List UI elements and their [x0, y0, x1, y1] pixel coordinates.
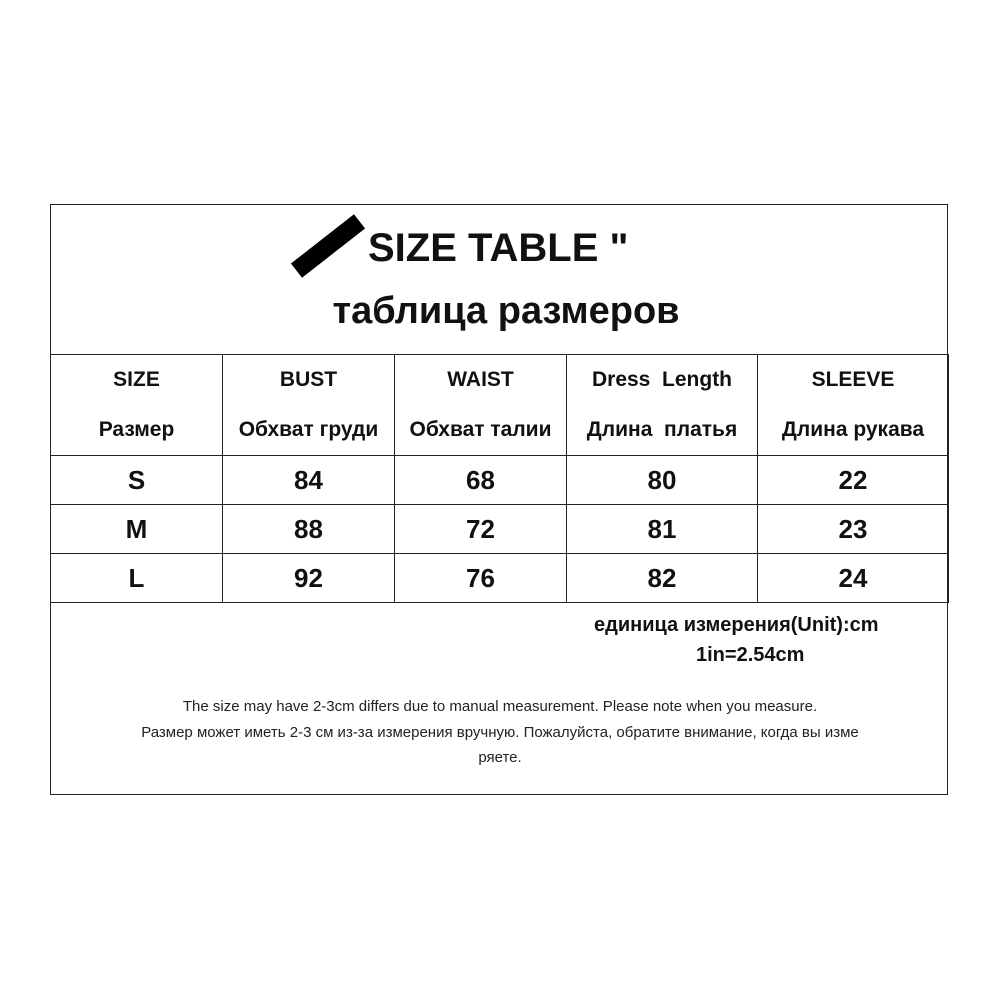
cell-size: S — [51, 456, 223, 505]
header-bust — [223, 355, 395, 456]
cell-sleeve: 24 — [758, 554, 949, 603]
cell-dress-length: 80 — [567, 456, 758, 505]
cell-waist: 68 — [395, 456, 567, 505]
header-bust-en: BUST — [279, 368, 338, 391]
header-bust-ru: Обхват груди — [238, 418, 379, 441]
cell-waist: 76 — [395, 554, 567, 603]
header-size-en: SIZE — [113, 368, 160, 391]
header-waist-en: WAIST — [447, 368, 514, 391]
cell-dress-length: 82 — [567, 554, 758, 603]
title-english: SIZE TABLE " — [368, 226, 629, 270]
header-size-ru: Размер — [98, 418, 175, 441]
table-row — [51, 505, 949, 554]
table-row — [51, 554, 949, 603]
cell-dress-length: 81 — [567, 505, 758, 554]
header-dress-length-en: Dress Length — [591, 368, 733, 391]
cell-waist: 72 — [395, 505, 567, 554]
header-sleeve — [758, 355, 949, 456]
title-russian: таблица размеров — [332, 290, 680, 332]
cell-bust: 88 — [223, 505, 395, 554]
note-english: The size may have 2-3cm differs due to manual measurement. Please note when you measure. — [182, 698, 818, 715]
cell-sleeve: 22 — [758, 456, 949, 505]
header-waist-ru: Обхват талии — [409, 418, 552, 441]
cell-bust: 84 — [223, 456, 395, 505]
note-russian: Размер может иметь 2-3 см из-за измерения вручную. Пожалуйста, обратите внимание, когда вы изме — [141, 724, 859, 741]
unit-label: единица измерения(Unit):cm — [594, 614, 879, 636]
header-size — [51, 355, 223, 456]
header-dress-length-ru: Длина платья — [586, 418, 738, 441]
cell-size: M — [51, 505, 223, 554]
cell-size: L — [51, 554, 223, 603]
header-waist — [395, 355, 567, 456]
cell-sleeve: 23 — [758, 505, 949, 554]
table-header-row — [51, 355, 949, 456]
header-sleeve-en: SLEEVE — [811, 368, 895, 391]
size-table — [50, 354, 949, 603]
table-row — [51, 456, 949, 505]
inch-conversion-label: 1in=2.54cm — [696, 644, 805, 666]
header-sleeve-ru: Длина рукава — [781, 418, 925, 441]
note-russian-continued: ряете. — [478, 749, 522, 766]
cell-bust: 92 — [223, 554, 395, 603]
header-dress-length — [567, 355, 758, 456]
